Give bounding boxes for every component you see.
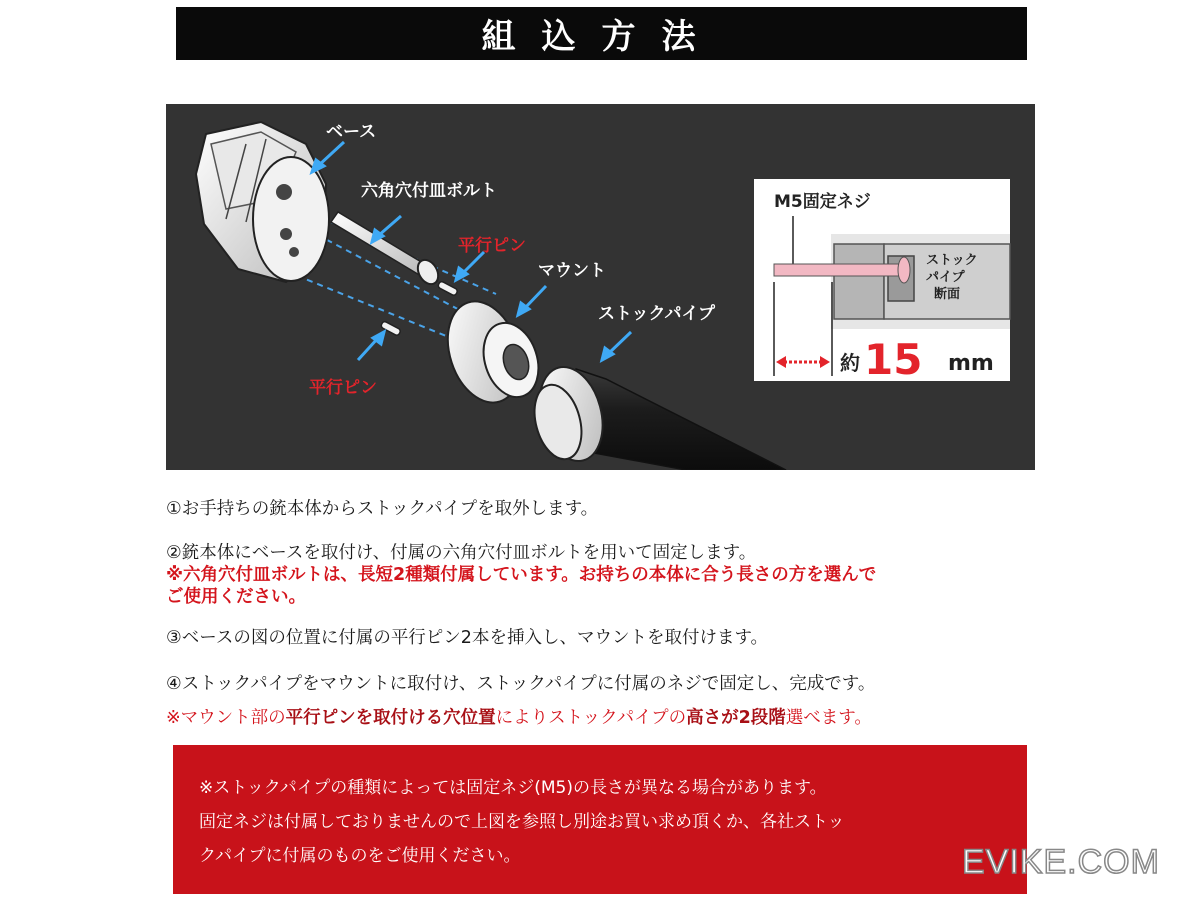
notice-line3: クパイプに付属のものをご使用ください。: [199, 846, 521, 866]
label-base: ベース: [326, 122, 377, 142]
inset-length-unit: mm: [948, 351, 994, 376]
step-4-note-b: 平行ピンを取付ける穴位置: [285, 708, 496, 728]
inset-section-line3: 断面: [934, 287, 961, 302]
step-4-note-d: 高さが2段階: [686, 708, 786, 728]
assembly-diagram: [166, 104, 1035, 470]
label-pin-bottom: 平行ピン: [309, 378, 377, 398]
step-4: ④ストックパイプをマウントに取付け、ストックパイプに付属のネジで固定し、完成です。: [166, 674, 876, 694]
label-pin-top: 平行ピン: [458, 236, 526, 256]
step-1: ①お手持ちの銃本体からストックパイプを取外します。: [166, 499, 599, 519]
inset-detail-panel: [754, 179, 1010, 384]
mount-part: [436, 292, 548, 412]
title-text: 組込方法: [481, 17, 722, 57]
stock-pipe-part: [527, 360, 786, 470]
inset-section-line1: ストック: [926, 253, 978, 268]
inset-section-line2: パイプ: [926, 270, 965, 285]
step-4-note-a: ※マウント部の: [166, 708, 286, 728]
watermark: EVIKE.COM: [962, 843, 1160, 881]
step-4-note-c: によりストックパイプの: [495, 708, 687, 728]
notice-line1: ※ストックパイプの種類によっては固定ネジ(M5)の長さが異なる場合があります。: [199, 778, 827, 798]
notice-box: [173, 745, 1027, 894]
label-mount: マウント: [538, 261, 606, 281]
step-2-note-line1: ※六角穴付皿ボルトは、長短2種類付属しています。お持ちの本体に合う長さの方を選んで: [166, 565, 877, 585]
step-2-note-line2: ご使用ください。: [166, 587, 306, 607]
step-4-note-e: 選べます。: [785, 708, 872, 728]
section-title: [176, 7, 1027, 60]
step-2: ②銃本体にベースを取付け、付属の六角穴付皿ボルトを用いて固定します。: [166, 543, 757, 563]
label-stock-pipe: ストックパイプ: [598, 304, 715, 324]
inset-screw-label: M5固定ネジ: [774, 192, 871, 212]
step-3: ③ベースの図の位置に付属の平行ピン2本を挿入し、マウントを取付けます。: [166, 628, 769, 648]
base-part: [196, 122, 329, 282]
step-4-note: [166, 707, 872, 729]
inset-length-value: 15: [864, 335, 923, 384]
label-bolt: 六角穴付皿ボルト: [361, 181, 497, 201]
inset-approx: 約: [840, 351, 860, 375]
diagram-svg: [166, 104, 1035, 470]
notice-line2: 固定ネジは付属しておりませんので上図を参照し別途お買い求め頂くか、各社ストッ: [199, 812, 845, 832]
